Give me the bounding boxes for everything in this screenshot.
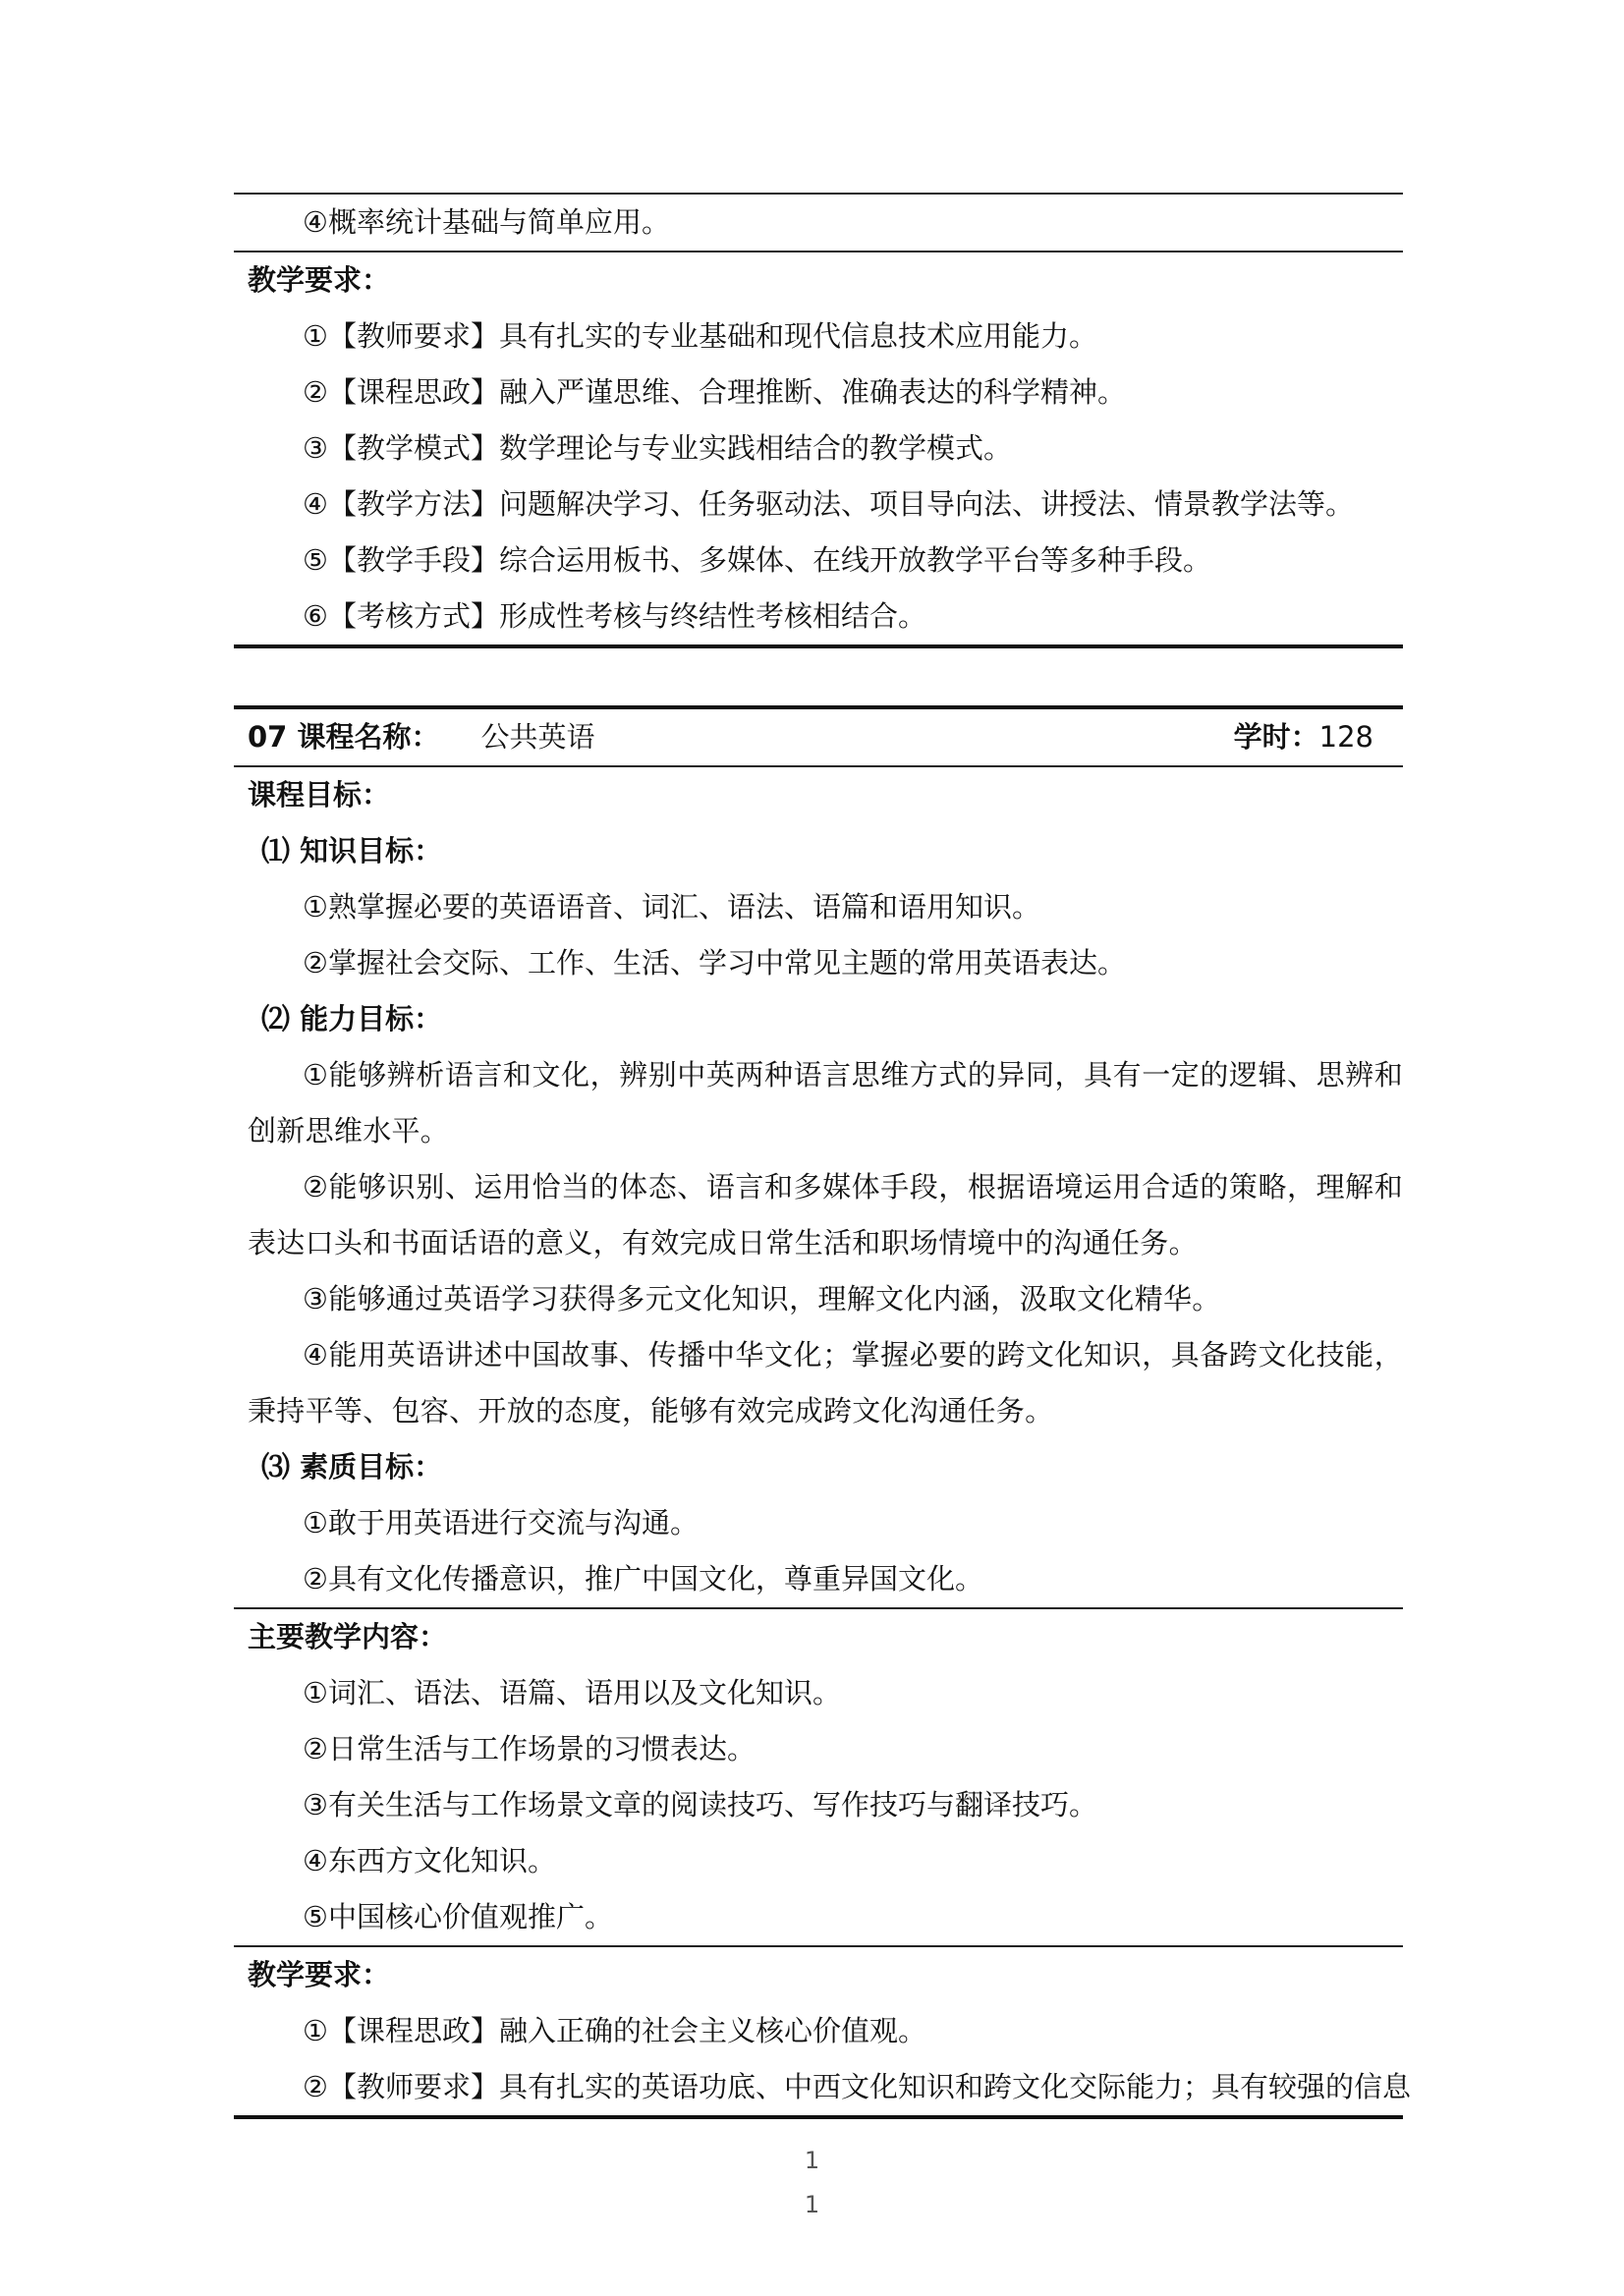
content-item: ③有关生活与工作场景文章的阅读技巧、写作技巧与翻译技巧。 <box>303 1788 1097 1821</box>
content-item: ②日常生活与工作场景的习惯表达。 <box>303 1732 756 1765</box>
page-number: 1 <box>804 2191 820 2218</box>
course-hours-label: 学时： <box>1233 720 1319 754</box>
requirement-item: ①【教师要求】具有扎实的专业基础和现代信息技术应用能力。 <box>303 319 1097 353</box>
course-header <box>234 709 1403 765</box>
requirement-item: ⑥【考核方式】形成性考核与终结性考核相结合。 <box>303 599 926 633</box>
requirement-item: ③【教学模式】数学理论与专业实践相结合的教学模式。 <box>303 431 1012 465</box>
requirement-item: ⑤【教学手段】综合运用板书、多媒体、在线开放教学平台等多种手段。 <box>303 543 1211 577</box>
content-item: ④东西方文化知识。 <box>303 1844 556 1877</box>
goal-item: ①熟掌握必要的英语语音、词汇、语法、语篇和语用知识。 <box>303 890 1040 924</box>
goal-paragraph: ③能够通过英语学习获得多元文化知识，理解文化内涵，汲取文化精华。 <box>303 1282 1221 1316</box>
goal-item: ①敢于用英语进行交流与沟通。 <box>303 1506 699 1540</box>
requirement-item: ②【课程思政】融入严谨思维、合理推断、准确表达的科学精神。 <box>303 375 1126 409</box>
course-hours-value: 128 <box>1318 720 1373 754</box>
subheading-ability: ⑵ 能力目标： <box>261 1002 443 1036</box>
requirement-item: ①【课程思政】融入正确的社会主义核心价值观。 <box>303 2014 926 2047</box>
subheading-knowledge: ⑴ 知识目标： <box>261 834 443 868</box>
requirement-item: ④【教学方法】问题解决学习、任务驱动法、项目导向法、讲授法、情景教学法等。 <box>303 487 1354 521</box>
section-heading-goals: 课程目标： <box>248 778 391 812</box>
goal-item: ②具有文化传播意识，推广中国文化，尊重异国文化。 <box>303 1562 983 1596</box>
goal-item: ②掌握社会交际、工作、生活、学习中常见主题的常用英语表达。 <box>303 946 1126 980</box>
course-title-label: 07 课程名称： <box>248 720 440 754</box>
document-body <box>234 193 1411 2119</box>
content-item: ①词汇、语法、语篇、语用以及文化知识。 <box>303 1676 841 1709</box>
subheading-quality: ⑶ 素质目标： <box>261 1450 443 1484</box>
table-bottom-border <box>234 2115 1403 2119</box>
goal-paragraph: ②能够识别、运用恰当的体态、语言和多媒体手段，根据语境运用合适的策略，理解和表达口头和书面话语的意义，有效完成日常生活和职场情境中的沟通任务。 <box>248 1170 1403 1260</box>
content-item: ④概率统计基础与简单应用。 <box>303 205 670 239</box>
page-number: 1 <box>804 2147 820 2174</box>
content-item: ⑤中国核心价值观推广。 <box>303 1900 613 1933</box>
goal-paragraph: ①能够辨析语言和文化，辨别中英两种语言思维方式的异同，具有一定的逻辑、思辨和创新思维水平。 <box>248 1058 1403 1148</box>
section-heading-requirements: 教学要求： <box>248 263 391 297</box>
goal-paragraph: ④能用英语讲述中国故事、传播中华文化；掌握必要的跨文化知识，具备跨文化技能，秉持平等、包容、开放的态度，能够有效完成跨文化沟通任务。 <box>248 1338 1403 1428</box>
course-name: 公共英语 <box>480 720 595 754</box>
section-heading-content: 主要教学内容： <box>248 1620 448 1653</box>
section-heading-requirements: 教学要求： <box>248 1958 391 1991</box>
requirement-item: ②【教师要求】具有扎实的英语功底、中西文化知识和跨文化交际能力；具有较强的信息 <box>303 2070 1411 2103</box>
